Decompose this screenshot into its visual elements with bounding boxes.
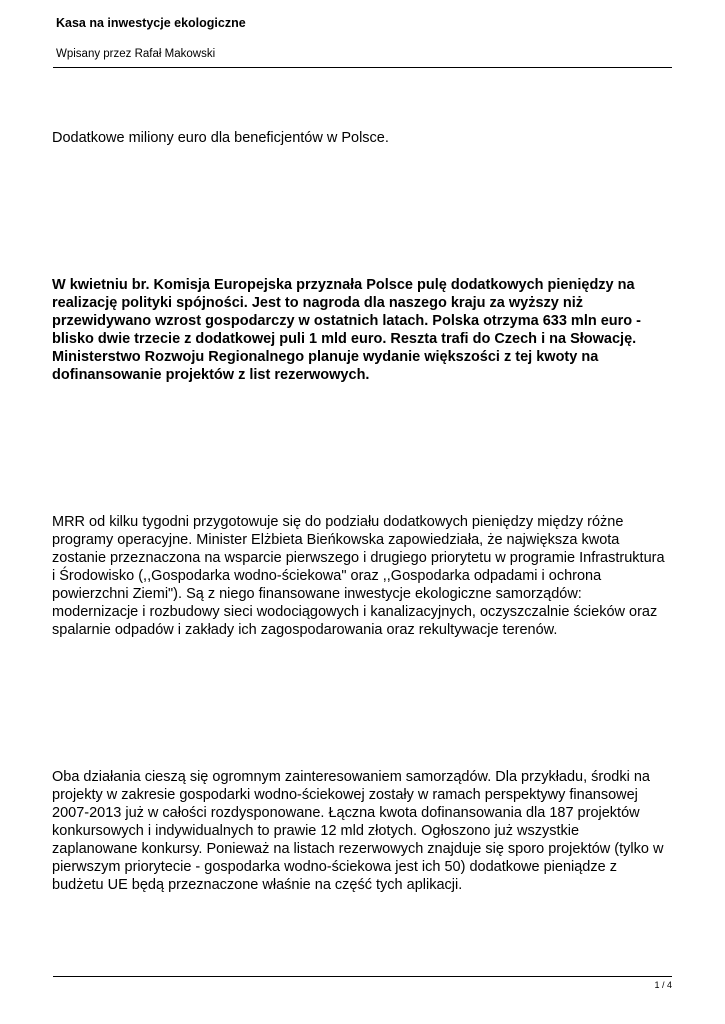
lead-line: W kwietniu br. Komisja Europejska przyznała Polsce pulę dodatkowych pieniędzy na — [52, 277, 635, 293]
body-line: zaplanowane konkursy. Ponieważ na listach rezerwowych znajduje się sporo projektów (tylko w — [52, 841, 664, 857]
body-line: MRR od kilku tygodni przygotowuje się do podziału dodatkowych pieniędzy między różne — [52, 514, 624, 530]
body-line: modernizacje i rozbudowy sieci wodociągowych i kanalizacyjnych, oczyszczalnie ścieków oraz — [52, 604, 658, 620]
lead-line: Ministerstwo Rozwoju Regionalnego planuje wydanie większości z tej kwoty na — [52, 349, 599, 365]
lead-line: realizację polityki spójności. Jest to nagroda dla naszego kraju za wyższy niż — [52, 295, 584, 311]
document-title: Kasa na inwestycje ekologiczne — [56, 16, 246, 30]
lead-paragraph — [52, 276, 682, 384]
page-number: 1 / 4 — [654, 980, 672, 990]
body-line: budżetu UE będą przeznaczone właśnie na część tych aplikacji. — [52, 877, 463, 893]
body-line: spalarnie odpadów i zakłady ich zagospodarowania oraz rekultywacje terenów. — [52, 622, 558, 638]
body-line: konkursowych i indywidualnych to prawie 12 mld złotych. Ogłoszono już wszystkie — [52, 823, 580, 839]
lead-line: blisko dwie trzecie z dodatkowej puli 1 mld euro. Reszta trafi do Czech i na Słowację. — [52, 331, 637, 347]
lead-line: dofinansowanie projektów z list rezerwowych. — [52, 367, 370, 383]
body-line: 2007-2013 już w całości rozdysponowane. Łączna kwota dofinansowania dla 187 projektów — [52, 805, 640, 821]
page-header — [53, 0, 672, 68]
body-line: zostanie przeznaczona na wsparcie pierwszego i drugiego priorytetu w programie Infrastruktura — [52, 550, 665, 566]
body-line: pierwszym priorytecie - gospodarka wodno-ściekowa jest ich 50) dodatkowe pieniądze z — [52, 859, 617, 875]
body-paragraph-1 — [52, 513, 682, 639]
page-footer — [53, 976, 672, 990]
lead-line: przewidywano wzrost gospodarczy w ostatnich latach. Polska otrzyma 633 mln euro - — [52, 313, 642, 329]
body-line: projekty w zakresie gospodarki wodno-ściekowej zostały w ramach perspektywy finansowej — [52, 787, 638, 803]
body-line: Oba działania cieszą się ogromnym zainteresowaniem samorządów. Dla przykładu, środki na — [52, 769, 650, 785]
body-line: i Środowisko (,,Gospodarka wodno-ściekowa" oraz ,,Gospodarka odpadami i ochrona — [52, 568, 602, 584]
author-line: Wpisany przez Rafał Makowski — [56, 48, 216, 60]
body-line: programy operacyjne. Minister Elżbieta Bieńkowska zapowiedziała, że największa kwota — [52, 532, 620, 548]
intro-paragraph: Dodatkowe miliony euro dla beneficjentów w Polsce. — [52, 130, 389, 146]
body-line: powierzchni Ziemi"). Są z niego finansowane inwestycje ekologiczne samorządów: — [52, 586, 582, 602]
body-paragraph-2 — [52, 768, 682, 894]
